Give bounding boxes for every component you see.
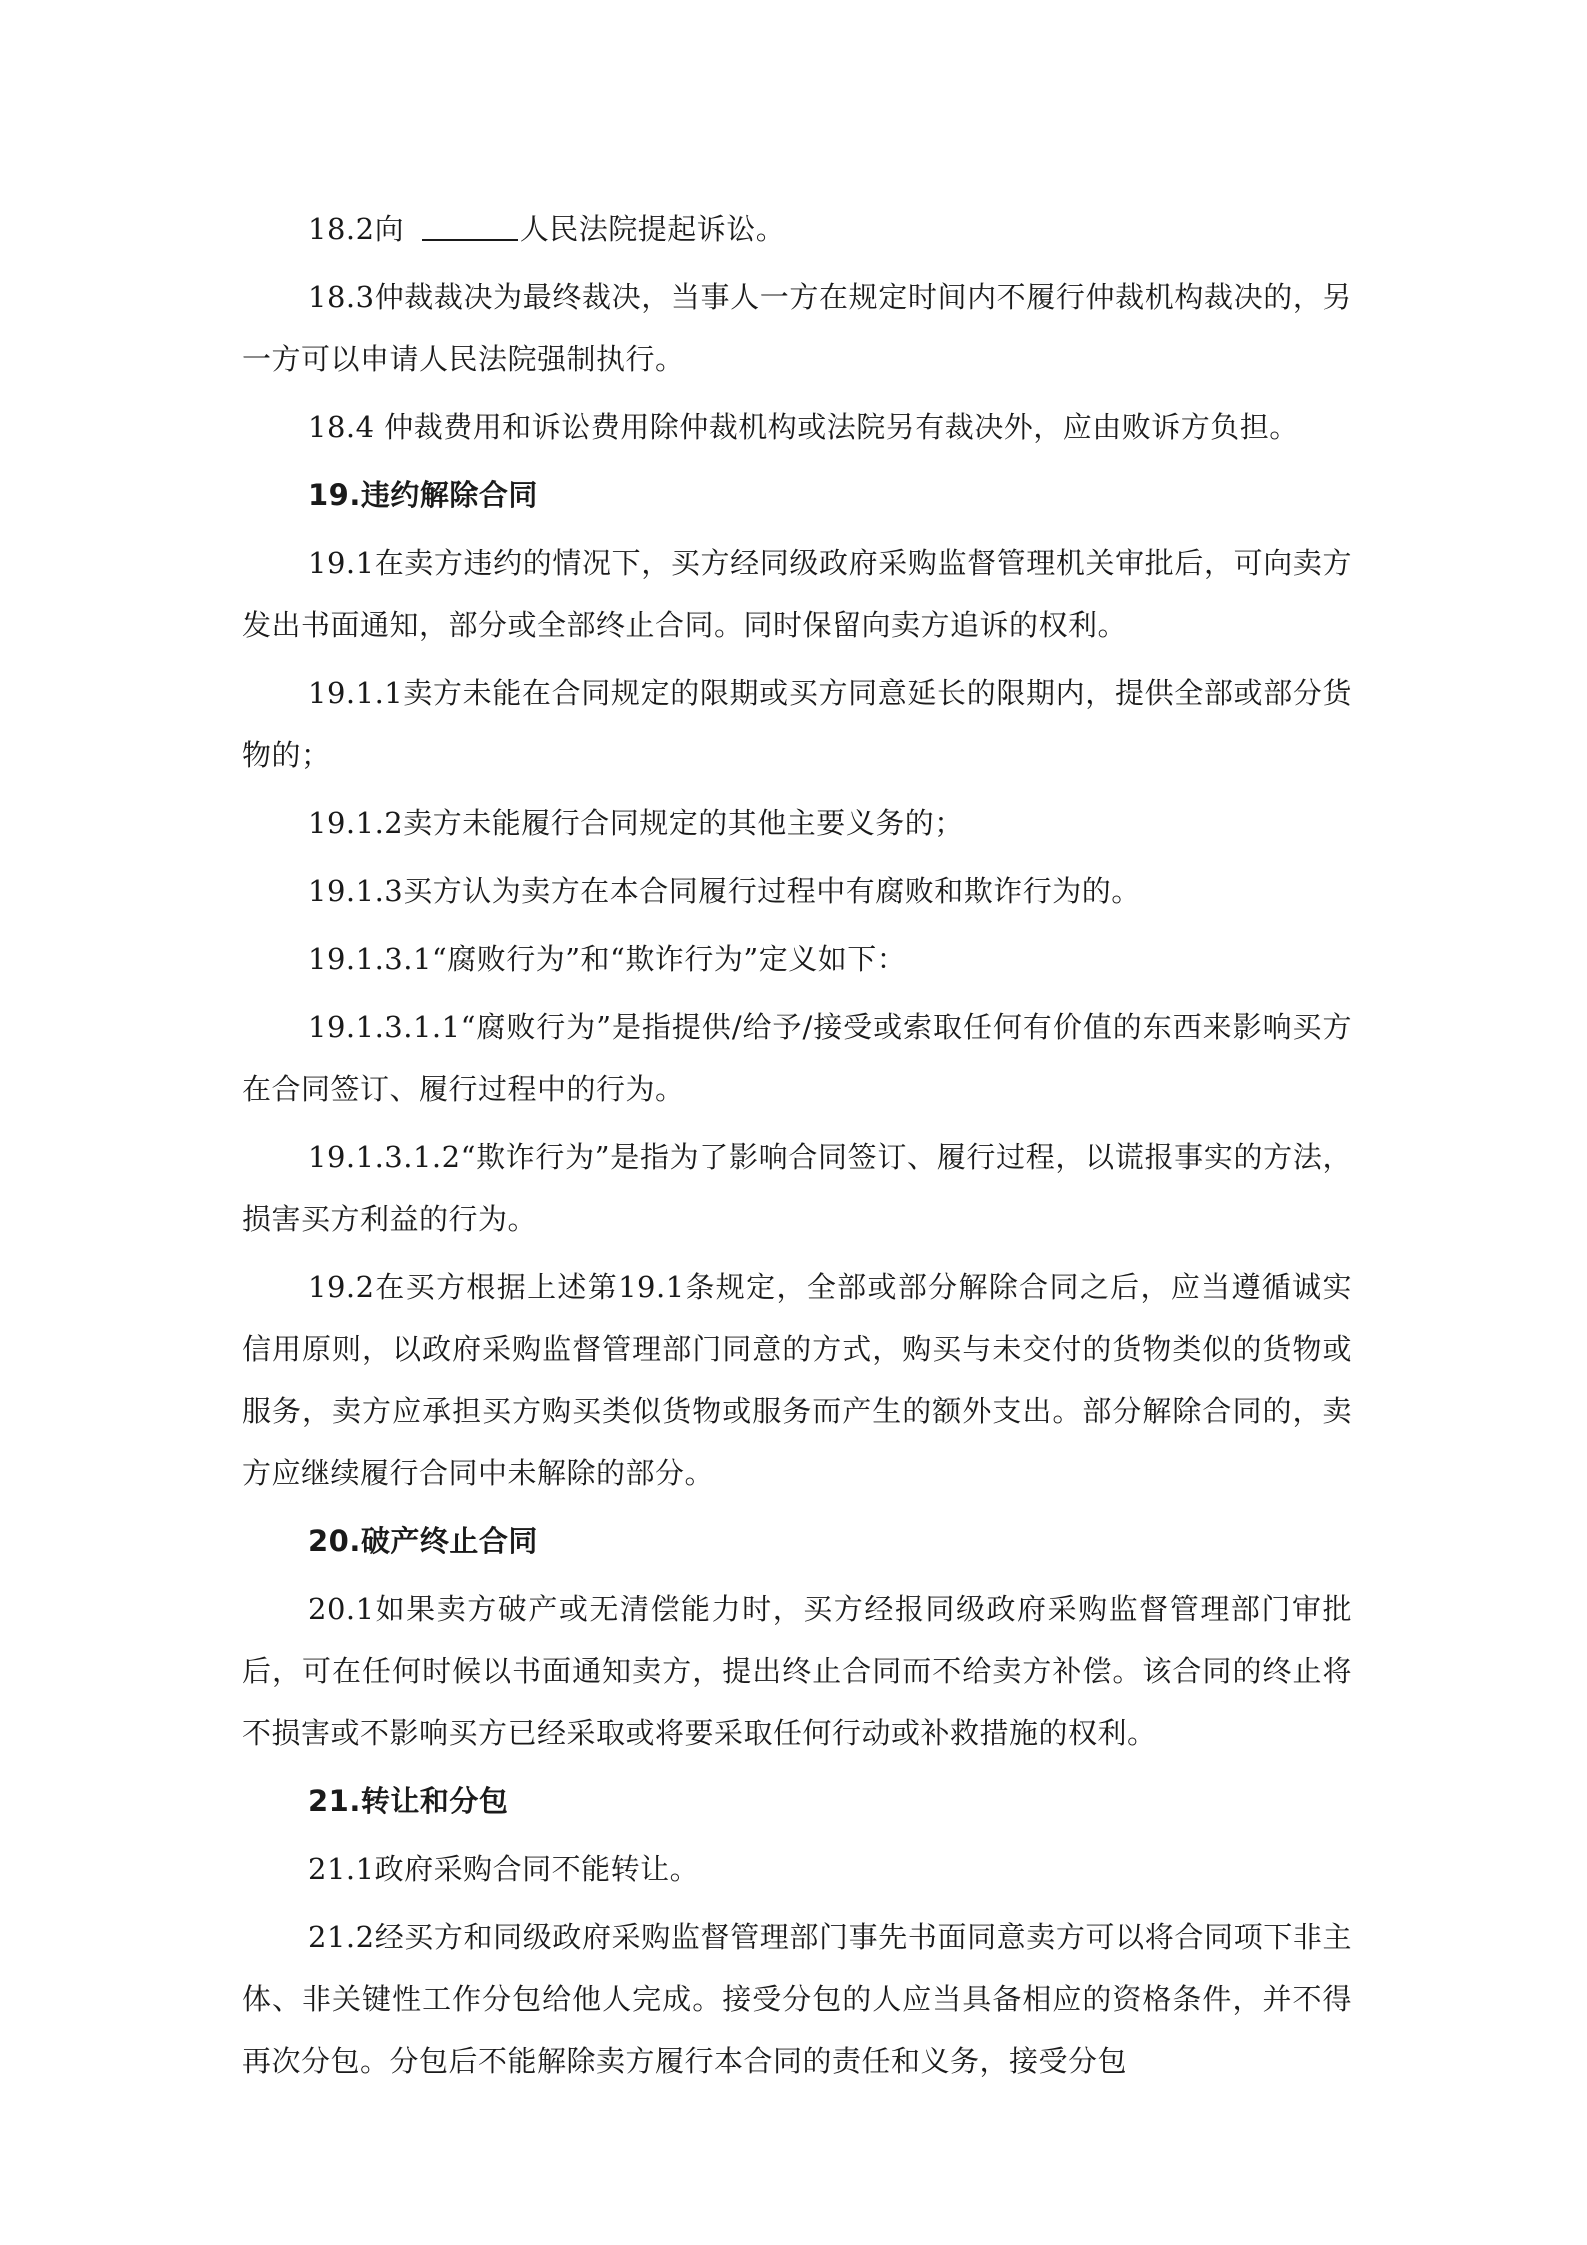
- clause-19-1-2: 19.1.2卖方未能履行合同规定的其他主要义务的；: [308, 806, 964, 840]
- court-name-blank: [422, 213, 518, 241]
- clause-18-2-suffix: 人民法院提起诉讼。: [519, 212, 786, 246]
- clause-21-2: 21.2经买方和同级政府采购监督管理部门事先书面同意卖方可以将合同项下非主体、非关键性工作分包给他人完成。接受分包的人应当具备相应的资格条件，并不得再次分包。分包后不能解除卖方履行本合同的责任和义务，接受分包: [242, 1920, 1352, 2078]
- clause-18-3: 18.3仲裁裁决为最终裁决，当事人一方在规定时间内不履行仲裁机构裁决的，另一方可以申请人民法院强制执行。: [242, 280, 1352, 376]
- section-19-heading: 19.违约解除合同: [308, 478, 538, 512]
- clause-19-1-3: 19.1.3买方认为卖方在本合同履行过程中有腐败和欺诈行为的。: [308, 874, 1141, 908]
- clause-21-1: 21.1政府采购合同不能转让。: [308, 1852, 700, 1886]
- clause-18-2-prefix: 18.2向: [308, 212, 414, 246]
- clause-18-4: 18.4 仲裁费用和诉讼费用除仲裁机构或法院另有裁决外，应由败诉方负担。: [308, 410, 1299, 444]
- clause-19-1-3-1-1: 19.1.3.1.1“腐败行为”是指提供/给予/接受或索取任何有价值的东西来影响买方在合同签订、履行过程中的行为。: [242, 1010, 1352, 1106]
- clause-19-2: 19.2在买方根据上述第19.1条规定，全部或部分解除合同之后，应当遵循诚实信用原则，以政府采购监督管理部门同意的方式，购买与未交付的货物类似的货物或服务，卖方应承担买方购买类似货物或服务而产生的额外支出。部分解除合同的，卖方应继续履行合同中未解除的部分。: [242, 1270, 1352, 1490]
- document-body: [242, 198, 1352, 2098]
- clause-19-1-3-1: 19.1.3.1“腐败行为”和“欺诈行为”定义如下：: [308, 942, 907, 976]
- clause-19-1: 19.1在卖方违约的情况下，买方经同级政府采购监督管理机关审批后，可向卖方发出书面通知，部分或全部终止合同。同时保留向卖方追诉的权利。: [242, 546, 1352, 642]
- clause-20-1: 20.1如果卖方破产或无清偿能力时，买方经报同级政府采购监督管理部门审批后，可在任何时候以书面通知卖方，提出终止合同而不给卖方补偿。该合同的终止将不损害或不影响买方已经采取或将要采取任何行动或补救措施的权利。: [242, 1592, 1352, 1750]
- section-20-heading: 20.破产终止合同: [308, 1524, 538, 1558]
- section-21-heading: 21.转让和分包: [308, 1784, 509, 1818]
- clause-19-1-3-1-2: 19.1.3.1.2“欺诈行为”是指为了影响合同签订、履行过程，以谎报事实的方法，损害买方利益的行为。: [242, 1140, 1352, 1236]
- clause-18-2: [242, 198, 1352, 260]
- clause-19-1-1: 19.1.1卖方未能在合同规定的限期或买方同意延长的限期内，提供全部或部分货物的；: [242, 676, 1352, 772]
